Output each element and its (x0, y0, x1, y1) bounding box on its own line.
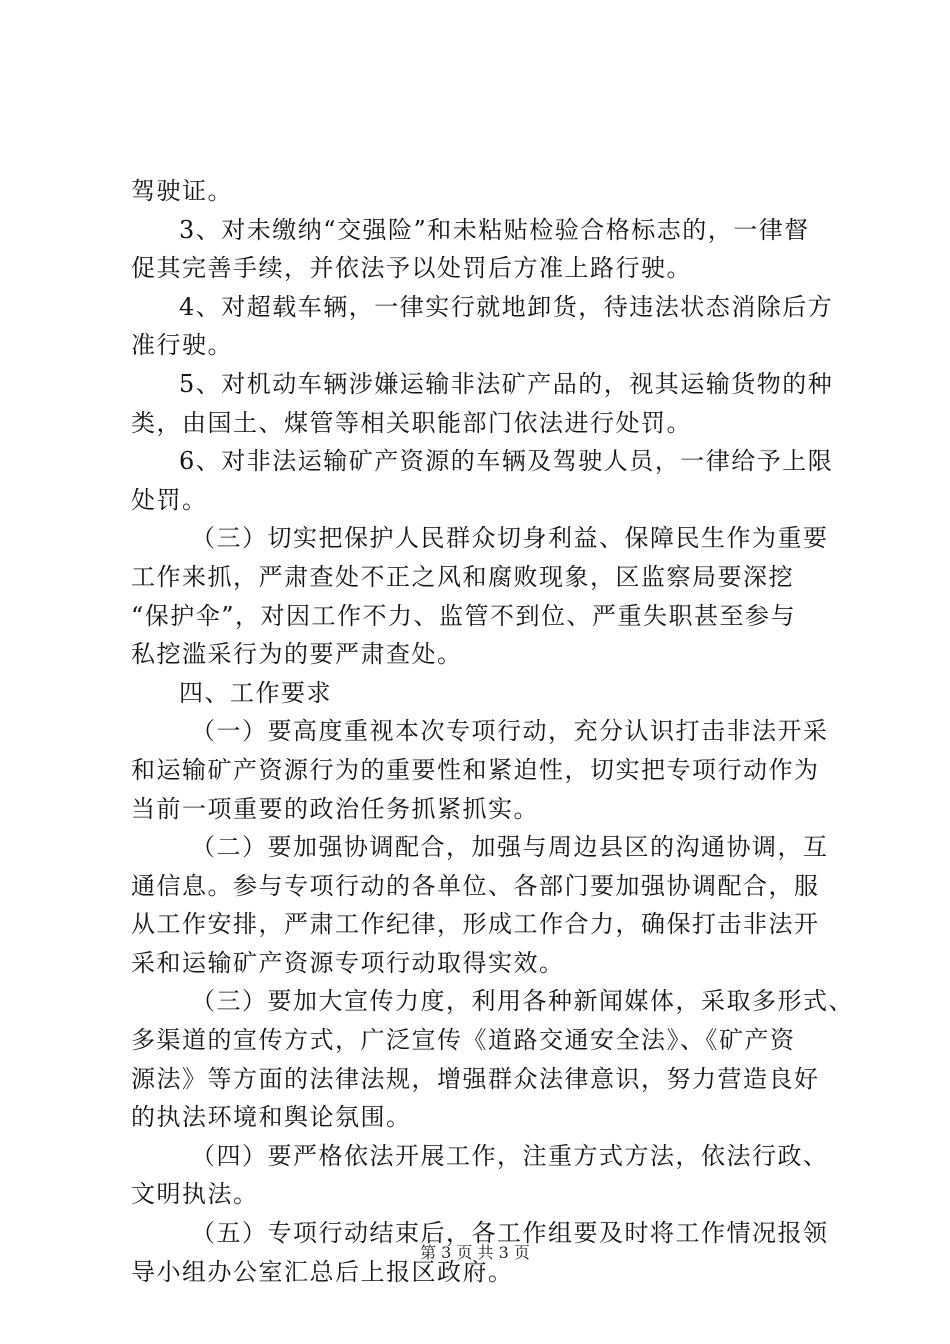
text-line: 4、对超载车辆，一律实行就地卸货，待违法状态消除后方 (179, 292, 834, 321)
text-line: 当前一项重要的政治任务抓紧抓实。 (131, 794, 539, 823)
document-body (131, 172, 854, 1291)
text-line: 类，由国土、煤管等相关职能部门依法进行处罚。 (131, 408, 692, 437)
text-line: 从工作安排，严肃工作纪律，形成工作合力，确保打击非法开 (131, 910, 820, 939)
text-line: 采和运输矿产资源专项行动取得实效。 (131, 948, 565, 977)
text-line: （二）要加强协调配合，加强与周边县区的沟通协调，互 (191, 833, 829, 862)
text-line: 私挖滥采行为的要严肃查处。 (131, 640, 463, 669)
text-line: 通信息。参与专项行动的各单位、各部门要加强协调配合，服 (131, 871, 820, 900)
section-heading: 四、工作要求 (179, 678, 332, 707)
text-line: “保护伞”，对因工作不力、监管不到位、严重失职甚至参与 (131, 601, 797, 630)
text-line: 多渠道的宣传方式，广泛宣传《道路交通安全法》、《矿产资 (131, 1026, 796, 1055)
text-line: 导小组办公室汇总后上报区政府。 (131, 1257, 514, 1286)
text-line: （三）要加大宣传力度，利用各种新闻媒体，采取多形式、 (191, 987, 854, 1016)
text-line: 工作来抓，严肃查处不正之风和腐败现象，区监察局要深挖 (131, 562, 794, 591)
text-line: 3、对未缴纳“交强险”和未粘贴检验合格标志的，一律督 (179, 215, 810, 244)
text-line: 6、对非法运输矿产资源的车辆及驾驶人员，一律给予上限 (179, 447, 834, 476)
text-line: （五）专项行动结束后，各工作组要及时将工作情况报领 (191, 1219, 829, 1248)
text-line: （四）要严格依法开展工作，注重方式方法，依法行政、 (191, 1141, 829, 1170)
text-line: （一）要高度重视本次专项行动，充分认识打击非法开采 (191, 717, 829, 746)
text-line: 准行驶。 (131, 331, 233, 360)
text-line: 和运输矿产资源行为的重要性和紧迫性，切实把专项行动作为 (131, 755, 820, 784)
text-line: 源法》等方面的法律法规，增强群众法律意识，努力营造良好 (131, 1064, 820, 1093)
text-line: 处罚。 (131, 485, 208, 514)
text-line: （三）切实把保护人民群众切身利益、保障民生作为重要 (191, 524, 829, 553)
text-line: 驾驶证。 (131, 177, 233, 205)
text-line: 文明执法。 (131, 1180, 259, 1209)
page-footer: 第 3 页 共 3 页 (420, 1243, 530, 1262)
text-line: 5、对机动车辆涉嫌运输非法矿产品的，视其运输货物的种 (179, 369, 834, 398)
text-line: 促其完善手续，并依法予以处罚后方准上路行驶。 (131, 254, 692, 283)
text-line: 的执法环境和舆论氛围。 (131, 1103, 412, 1132)
